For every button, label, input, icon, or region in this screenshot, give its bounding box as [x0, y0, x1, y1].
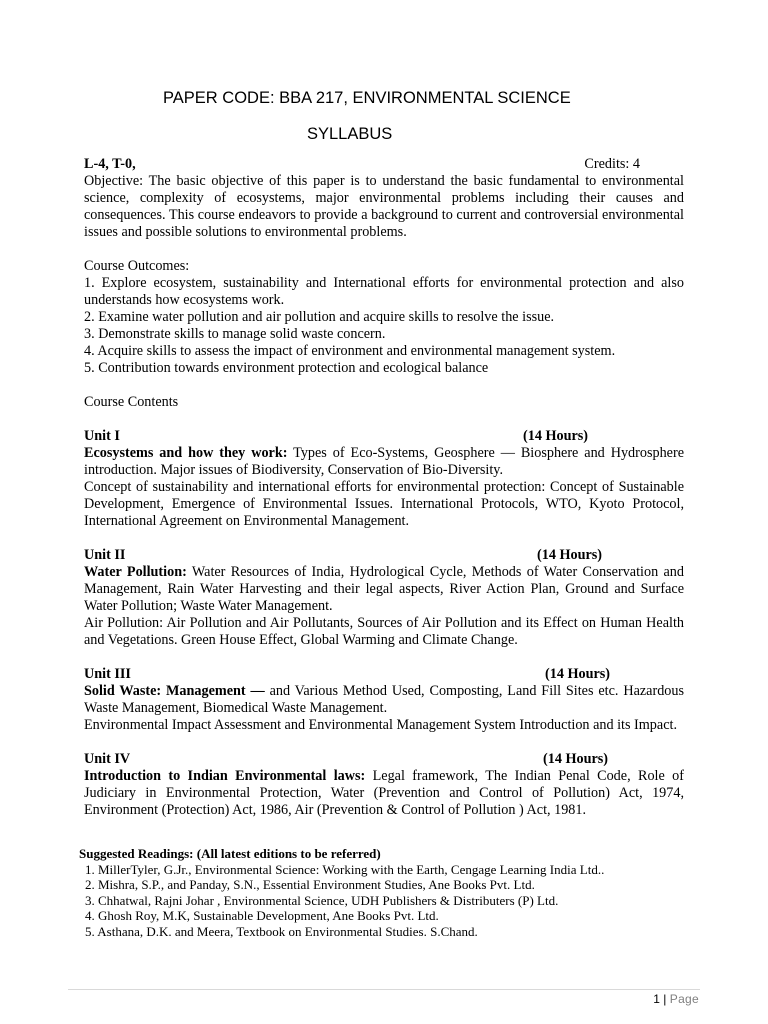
lecture-tutorial-hours: L-4, T-0,	[84, 156, 136, 172]
unit-description	[84, 445, 684, 479]
unit-hours: (14 Hours)	[545, 666, 611, 682]
unit-hours: (14 Hours)	[537, 547, 603, 563]
outcome-item: 5. Contribution towards environment protection and ecological balance	[84, 360, 489, 376]
unit-topic: Water Pollution:	[84, 564, 187, 580]
unit-topic-text: Types of Eco-Systems, Geosphere — Biosphere and Hydrosphere introduction. Major issues of Biodiversity, Conservation of Bio-Diversity.	[84, 445, 684, 478]
unit-hours: (14 Hours)	[523, 428, 589, 444]
outcome-item: 3. Demonstrate skills to manage solid waste concern.	[84, 326, 386, 342]
unit-topic: Introduction to Indian Environmental laws:	[84, 768, 366, 784]
syllabus-body	[84, 156, 684, 819]
page-label: Page	[669, 992, 699, 1006]
page-subtitle: SYLLABUS	[307, 125, 393, 143]
unit-name: Unit I	[84, 428, 120, 444]
outcome-item: 1. Explore ecosystem, sustainability and International efforts for environmental protection and also understands how ecosystems work.	[84, 275, 684, 308]
footer-divider	[68, 989, 700, 990]
unit-heading	[84, 547, 684, 564]
unit-topic: Ecosystems and how they work:	[84, 445, 288, 461]
readings-heading: Suggested Readings: (All latest editions to be referred)	[79, 846, 381, 861]
unit-heading	[84, 428, 684, 445]
unit-extra: Concept of sustainability and international efforts for environmental protection: Concept of Sustainable Development, Emergence of Environmental Issues. International Protocols, WTO, Kyoto Protocol, International Agreement on Environmental Management.	[84, 479, 684, 529]
unit-description	[84, 683, 684, 717]
unit-name: Unit III	[84, 666, 131, 682]
unit-topic-text: Legal framework, The Indian Penal Code, Role of Judiciary in Environmental Protection, Water (Prevention and Control of Pollution) Act, 1974, Environment (Protection) Act, 1986, Air (Prevention & Control of Pollution ) Act, 1981.	[84, 768, 684, 818]
outcome-item: 4. Acquire skills to assess the impact of environment and environmental management system.	[84, 343, 616, 359]
unit-topic-text: Water Resources of India, Hydrological Cycle, Methods of Water Conservation and Management, Rain Water Harvesting and their legal aspects, River Action Plan, Ground and Surface Water Pollution; Waste Water Management.	[84, 564, 684, 614]
unit-heading	[84, 751, 684, 768]
unit-extra: Environmental Impact Assessment and Environmental Management System Introduction and its Impact.	[84, 717, 677, 733]
unit-topic: Solid Waste: Management —	[84, 683, 265, 699]
reading-item: 2. Mishra, S.P., and Panday, S.N., Essential Environment Studies, Ane Books Pvt. Ltd.	[85, 877, 535, 892]
outcomes-heading: Course Outcomes:	[84, 258, 190, 274]
unit-extra: Air Pollution: Air Pollution and Air Pollutants, Sources of Air Pollution and its Effect on Human Health and Vegetations. Green House Effect, Global Warming and Climate Change.	[84, 615, 684, 648]
unit-description	[84, 768, 684, 819]
suggested-readings	[79, 846, 699, 939]
readings-list	[79, 862, 699, 940]
unit-description	[84, 564, 684, 615]
contents-heading: Course Contents	[84, 394, 179, 410]
reading-item: 5. Asthana, D.K. and Meera, Textbook on Environmental Studies. S.Chand.	[85, 923, 478, 939]
unit-topic-text: and Various Method Used, Composting, Land Fill Sites etc. Hazardous Waste Management, Biomedical Waste Management.	[84, 683, 684, 716]
unit-name: Unit IV	[84, 751, 131, 767]
page-title: PAPER CODE: BBA 217, ENVIRONMENTAL SCIENCE	[163, 89, 571, 107]
objective: Objective: The basic objective of this paper is to understand the basic fundamental to environmental science, complexity of ecosystems, major environmental problems including their causes and consequences. This course endeavors to provide a background to current and controversial environmental issues and possible solutions to environmental problems.	[84, 173, 684, 240]
reading-item: 3. Chhatwal, Rajni Johar , Environmental Science, UDH Publishers & Distributers (P) Ltd.	[85, 892, 559, 908]
credits: Credits: 4	[584, 156, 640, 172]
meta-row	[84, 156, 684, 173]
unit-name: Unit II	[84, 547, 126, 563]
page-separator: |	[663, 992, 667, 1006]
page-footer	[653, 992, 699, 1006]
unit-hours: (14 Hours)	[543, 751, 609, 767]
outcome-item: 2. Examine water pollution and air pollution and acquire skills to resolve the issue.	[84, 309, 555, 325]
unit-heading	[84, 666, 684, 683]
page-number: 1	[653, 992, 660, 1006]
reading-item: 4. Ghosh Roy, M.K, Sustainable Development, Ane Books Pvt. Ltd.	[85, 908, 439, 923]
reading-item: 1. MillerTyler, G.Jr., Environmental Science: Working with the Earth, Cengage Learning India Ltd..	[85, 861, 605, 877]
